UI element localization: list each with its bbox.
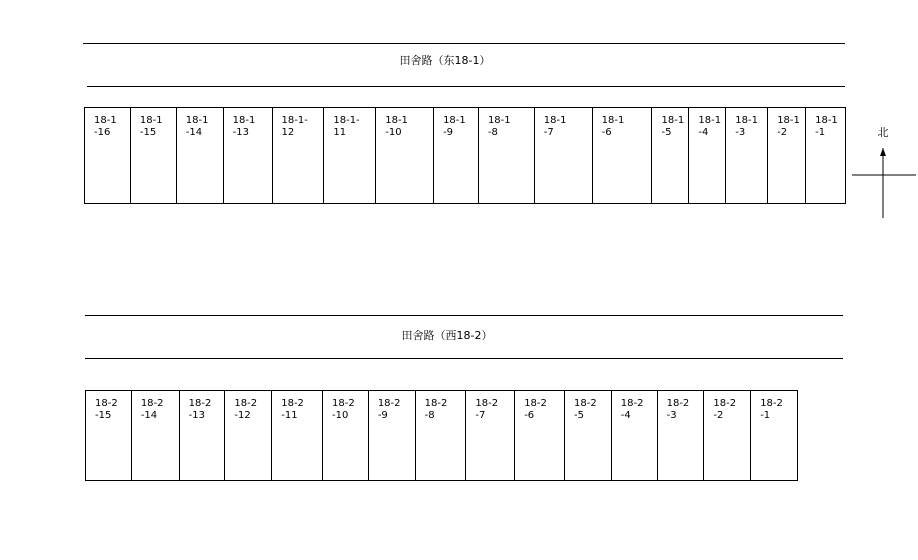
bottom-unit-cell bbox=[272, 391, 323, 480]
top-unit-cell bbox=[224, 108, 273, 203]
north-compass-icon bbox=[848, 120, 918, 220]
bottom-road-upper-line bbox=[85, 315, 843, 316]
top-unit-cell bbox=[131, 108, 177, 203]
bottom-unit-row bbox=[85, 390, 798, 481]
bottom-unit-label: 18-2 -9 bbox=[377, 398, 401, 421]
top-unit-cell bbox=[726, 108, 768, 203]
top-unit-label: 18-1 -15 bbox=[139, 115, 163, 138]
bottom-unit-label: 18-2 -3 bbox=[666, 398, 690, 421]
bottom-road-lower-line bbox=[85, 358, 843, 359]
top-unit-cell bbox=[479, 108, 535, 203]
top-unit-label: 18-1 -10 bbox=[385, 115, 408, 138]
top-unit-label: 18-1 -8 bbox=[487, 115, 511, 138]
top-unit-label: 18-1 -5 bbox=[661, 115, 685, 138]
bottom-unit-cell bbox=[225, 391, 272, 480]
bottom-unit-cell bbox=[612, 391, 658, 480]
top-unit-cell bbox=[768, 108, 806, 203]
top-road-label: 田舍路（东18-1） bbox=[399, 54, 491, 67]
top-unit-cell bbox=[85, 108, 131, 203]
top-unit-label: 18-1 -2 bbox=[777, 115, 800, 138]
bottom-unit-label: 18-2 -13 bbox=[188, 398, 212, 421]
top-unit-cell bbox=[652, 108, 689, 203]
bottom-unit-label: 18-2 -5 bbox=[573, 398, 597, 421]
bottom-unit-cell bbox=[751, 391, 797, 480]
top-unit-cell bbox=[593, 108, 653, 203]
top-unit-label: 18-1- 12 bbox=[281, 115, 308, 138]
bottom-unit-cell bbox=[704, 391, 751, 480]
top-unit-label: 18-1 -14 bbox=[185, 115, 209, 138]
top-unit-label: 18-1 -7 bbox=[543, 115, 567, 138]
top-unit-label: 18-1 -3 bbox=[735, 115, 758, 138]
top-unit-cell bbox=[273, 108, 325, 203]
top-unit-cell bbox=[376, 108, 434, 203]
top-unit-cell bbox=[177, 108, 224, 203]
top-unit-row bbox=[84, 107, 846, 204]
bottom-unit-label: 18-2 -11 bbox=[281, 398, 304, 421]
top-road-upper-line bbox=[83, 43, 845, 44]
top-unit-label: 18-1 -1 bbox=[815, 115, 838, 138]
bottom-unit-label: 18-2 -7 bbox=[475, 398, 499, 421]
bottom-unit-cell bbox=[658, 391, 705, 480]
bottom-unit-cell bbox=[416, 391, 467, 480]
bottom-unit-cell bbox=[369, 391, 416, 480]
top-unit-cell bbox=[806, 108, 845, 203]
bottom-unit-label: 18-2 -4 bbox=[620, 398, 644, 421]
top-unit-cell bbox=[434, 108, 479, 203]
bottom-unit-cell bbox=[466, 391, 515, 480]
top-unit-cell bbox=[535, 108, 593, 203]
bottom-road-label: 田舍路（西18-2） bbox=[401, 329, 493, 342]
top-road-lower-line bbox=[87, 86, 845, 87]
top-unit-label: 18-1 -9 bbox=[443, 115, 466, 138]
top-unit-label: 18-1 -6 bbox=[601, 115, 625, 138]
top-unit-label: 18-1 -4 bbox=[698, 115, 722, 138]
bottom-unit-cell bbox=[515, 391, 565, 480]
bottom-unit-cell bbox=[565, 391, 612, 480]
bottom-unit-label: 18-2 -2 bbox=[713, 398, 737, 421]
bottom-unit-label: 18-2 -10 bbox=[332, 398, 355, 421]
bottom-unit-cell bbox=[86, 391, 132, 480]
bottom-unit-label: 18-2 -1 bbox=[760, 398, 783, 421]
bottom-unit-cell bbox=[132, 391, 180, 480]
bottom-unit-label: 18-2 -14 bbox=[140, 398, 164, 421]
bottom-unit-label: 18-2 -8 bbox=[424, 398, 448, 421]
top-unit-label: 18-1 -13 bbox=[232, 115, 256, 138]
top-unit-cell bbox=[689, 108, 726, 203]
bottom-unit-label: 18-2 -6 bbox=[524, 398, 547, 421]
top-unit-label: 18-1 -16 bbox=[94, 115, 117, 138]
bottom-unit-label: 18-2 -15 bbox=[95, 398, 118, 421]
top-unit-label: 18-1- 11 bbox=[333, 115, 360, 138]
bottom-unit-cell bbox=[323, 391, 369, 480]
top-unit-cell bbox=[324, 108, 376, 203]
bottom-unit-cell bbox=[180, 391, 226, 480]
north-label: 北 bbox=[877, 126, 889, 139]
bottom-unit-label: 18-2 -12 bbox=[234, 398, 258, 421]
